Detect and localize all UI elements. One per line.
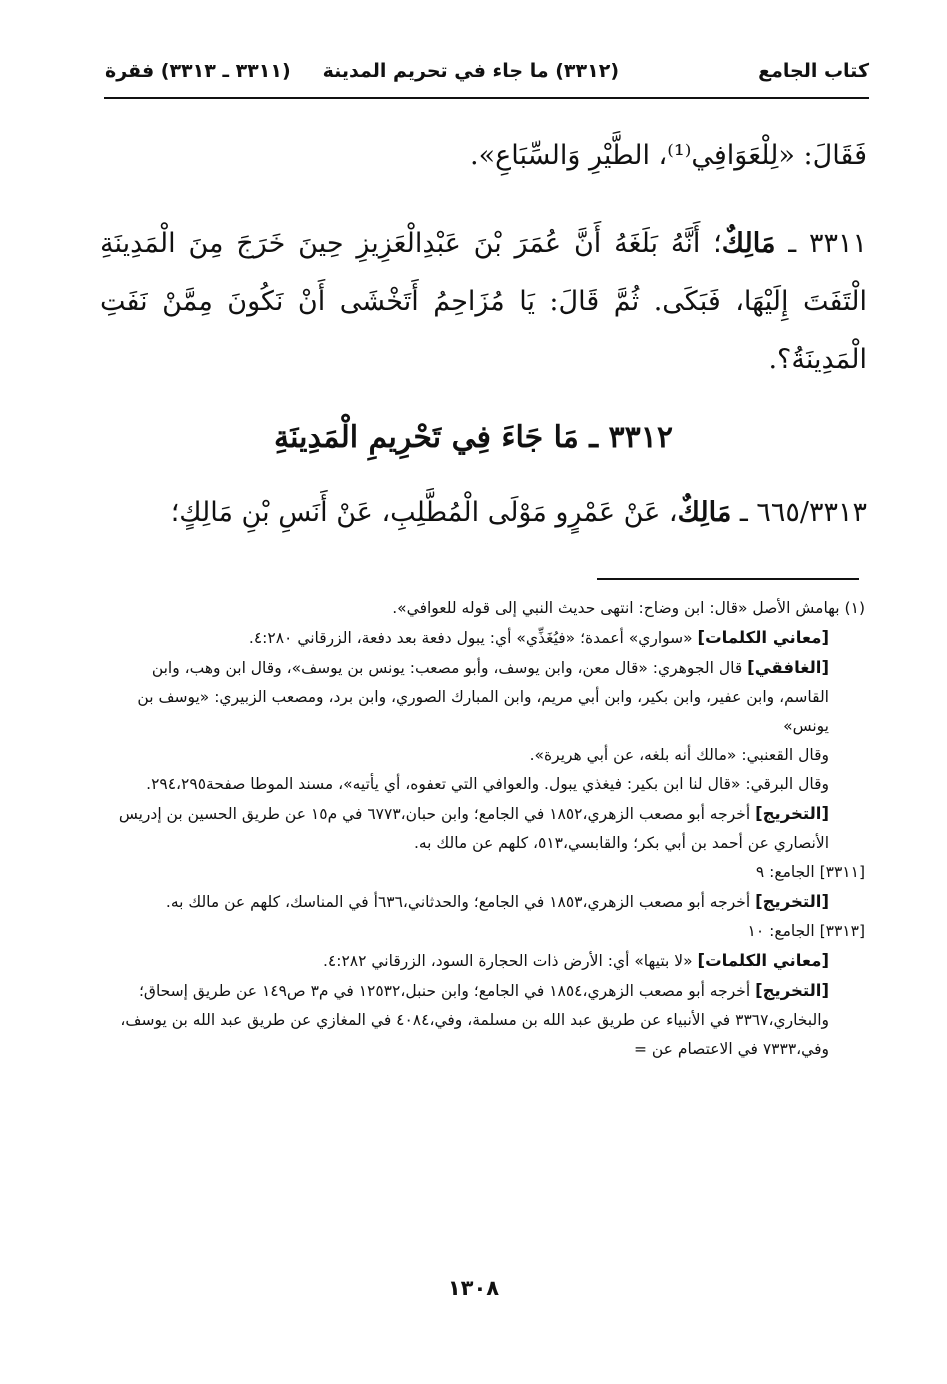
section-tag: [التخريج] — [755, 981, 829, 1000]
note-text: «لا بتيها» أي: الأرض ذات الحجارة السود، الزرقاني ٤:٢٨٢. — [322, 952, 698, 970]
note-text: أخرجه أبو مصعب الزهري،١٨٥٢ في الجامع؛ وابن حبان،٦٧٧٣ في م١٥ عن طريق الحسين بن إدريس الأنصاري عن أحمد بن أبي بكر؛ والقابسي،٥١٣، كلهم عن مالك به. — [118, 805, 829, 852]
hadith-text: ، عَنْ عَمْرٍو مَوْلَى الْمُطَّلِبِ، عَنْ أَنَسِ بْنِ مَالِكٍ؛ — [170, 497, 678, 528]
section-tag: [الغافقي] — [747, 658, 829, 677]
narrator-name: مَالِكٌ — [677, 497, 732, 528]
footnotes — [105, 594, 865, 1064]
note-qanabi: وقال القعنبي: «مالك أنه بلغه، عن أبي هريرة». — [529, 746, 829, 764]
section-tag: [معاني الكلمات] — [697, 628, 829, 647]
hadith-number: ٣٣١١ ـ — [775, 228, 867, 259]
section-tag: [التخريج] — [755, 804, 829, 823]
section-tag: [معاني الكلمات] — [697, 951, 829, 970]
header-paragraph-range: (٣٣١١ ـ ٣٣١٣) فقرة — [105, 60, 291, 82]
hadith-3311 — [100, 215, 867, 389]
narrator-name: مَالِكٌ — [721, 228, 776, 259]
page-number: ١٣٠٨ — [447, 1276, 500, 1300]
note-takhrij-3 — [105, 976, 865, 1064]
note-barqi: وقال البرقي: «قال لنا ابن بكير: فيغذي يبول. والعوافي التي تعفوه، أي يأتيه»، مسند الموطا صفحة٢٩٤،٢٩٥. — [146, 775, 829, 793]
hadith-text: ؛ أَنَّهُ بَلَغَهُ أَنَّ عُمَرَ بْنَ عَبْدِالْعَزِيزِ حِينَ خَرَجَ مِنَ الْمَدِينَةِ الْتَفَتَ إِلَيْهَا، فَبَكَى. ثُمَّ قَالَ: يَا مُزَاحِمُ أَتَخْشَى أَنْ نَكُونَ مِمَّنْ نَفَتِ الْمَدِينَةُ؟. — [100, 228, 867, 375]
footnote-1: (١) بهامش الأصل «قال: ابن وضاح: انتهى حديث النبي إلى قوله للعوافي». — [392, 599, 865, 617]
note-text: «سواري» أعمدة؛ «فيُغَذِّي» أي: يبول دفعة بعد دفعة، الزرقاني ٤:٢٨٠. — [248, 629, 698, 647]
note-takhrij-1 — [105, 799, 865, 858]
note-ghafiqi — [105, 653, 865, 741]
header-divider — [104, 97, 869, 99]
note-text: أخرجه أبو مصعب الزهري،١٨٥٣ في الجامع؛ والحدثاني،٦٣٦أ في المناسك، كلهم عن مالك به. — [165, 893, 756, 911]
note-word-meanings — [105, 623, 865, 653]
note-text: أخرجه أبو مصعب الزهري،١٨٥٤ في الجامع؛ وابن حنبل،١٢٥٣٢ في م٣ ص١٤٩ عن طريق إسحاق؛ والبخاري،٣٣٦٧ في الأنبياء عن طريق عبد الله بن مسلمة، وفي،٤٠٨٤ في المغازي عن طريق عبد الله بن يوسف، وفي،٧٣٣٣ في الاعتصام عن = — [120, 982, 829, 1058]
hadith-number: ٦٦٥/٣٣١٣ ـ — [731, 497, 867, 528]
section-tag: [التخريج] — [755, 892, 829, 911]
chapter-heading: ٣٣١٢ ـ مَا جَاءَ فِي تَحْرِيمِ الْمَدِينَةِ — [274, 420, 673, 455]
header-chapter-title: (٣٣١٢) ما جاء في تحريم المدينة — [322, 60, 619, 82]
running-header — [105, 60, 869, 90]
ref-3313: [٣٣١٣] الجامع: ١٠ — [747, 922, 865, 940]
hadith-3313 — [100, 497, 867, 528]
header-book-title: كتاب الجامع — [758, 60, 869, 82]
footnote-divider — [597, 578, 859, 580]
ref-3311: [٣٣١١] الجامع: ٩ — [755, 863, 865, 881]
intro-line: فَقَالَ: «لِلْعَوَافِي⁽¹⁾، الطَّيْرِ وَالسِّبَاعِ». — [470, 140, 867, 171]
note-word-meanings-2 — [105, 946, 865, 976]
note-text: قال الجوهري: «قال معن، وابن يوسف، وأبو مصعب: يونس بن يوسف»، وقال ابن وهب، وابن القاسم، وابن عفير، وابن بكير، وابن أبي مريم، وابن المبارك الصوري، وابن برد، ومصعب الزبيري: «يوسف بن يونس» — [137, 659, 829, 735]
note-takhrij-2 — [105, 887, 865, 917]
